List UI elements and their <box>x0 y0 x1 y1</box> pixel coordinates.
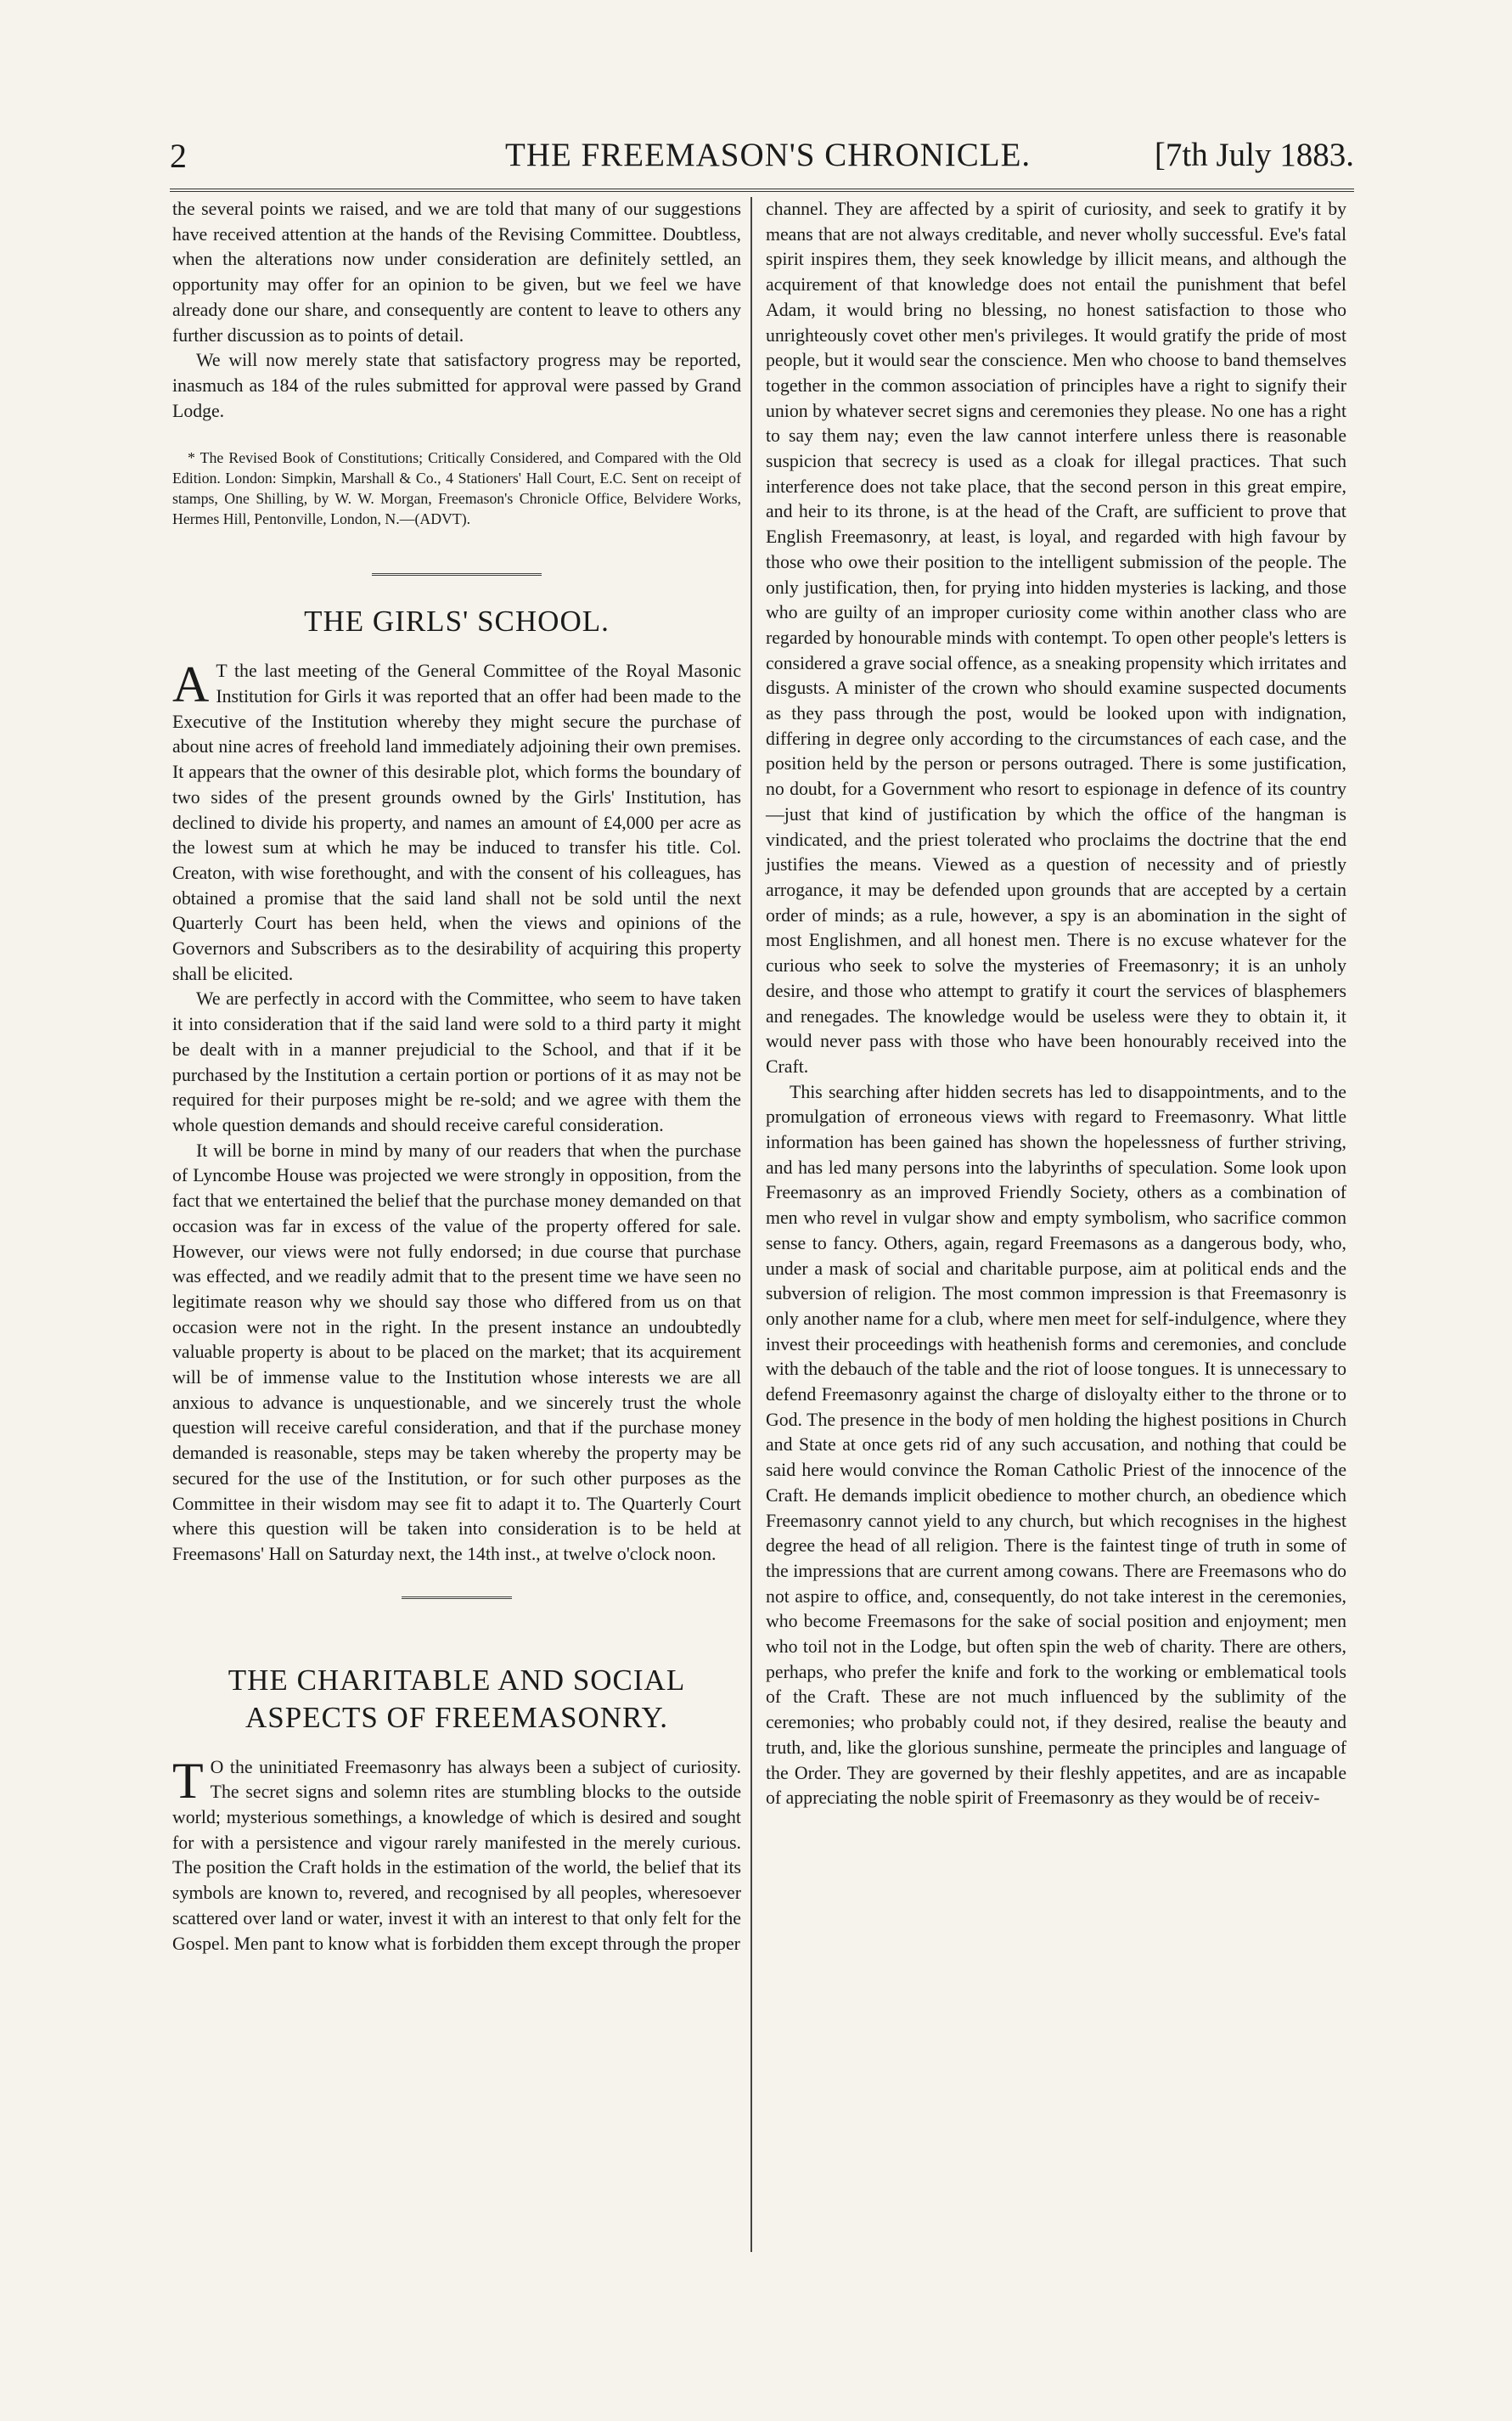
charitable-aspects-heading <box>172 1662 741 1737</box>
charitable-paragraph-1-text: O the uninitiated Freemasonry has always been a subject of curiosity. The secret signs and solemn rites are stumbling blocks to the outside world; mysterious somethings, a knowledge of which is desired and sought for with a persistence and vigour rarely manifested in the merely curious. The position the Craft holds in the estimation of the world, the belief that its symbols are known to, revered, and recognised by all peoples, wheresoever scattered over land or water, invest it with an interest to that only felt for the Gospel. Men pant to know what is forbidden them except through the proper <box>172 1756 741 1954</box>
masthead-rule <box>170 189 1354 194</box>
charitable-paragraph-1 <box>172 1752 741 1957</box>
girls-school-paragraph-3: It will be borne in mind by many of our readers that when the purchase of Lyncombe House was projected we were strongly in opposition, from the fact that we entertained the belief that the purchase money demanded on that occasion was far in excess of the value of the property offered for sale. However, our views were not fully endorsed; in due course that purchase was effected, and we readily admit that to the present time we have seen no legitimate reason why we should say those who differed from us on that occasion were not in the right. In the present instance an undoubtedly valuable property is about to be placed on the market; that its acquirement will be of immense value to the Institution whose interests we are all anxious to advance is unquestionable, and we sincerely trust the whole question will receive careful consideration, and that if the purchase money demanded is reasonable, steps may be taken whereby the property may be secured for the use of the Institution, or for such other purposes as the Committee in their wisdom may see fit to adapt it to. The Quarterly Court where this question will be taken into consideration is to be held at Freemasons' Hall on Saturday next, the 14th inst., at twelve o'clock noon. <box>172 1140 741 1564</box>
girls-school-paragraph-1-text: T the last meeting of the General Committee of the Royal Masonic Institution for Girls it was reported that an offer had been made to the Executive of the Institution whereby they might secure the purchase of about nine acres of freehold land immediately adjoining their own premises. It appears that the owner of this desirable plot, which forms the boundary of two sides of the present grounds owned by the Girls' Institution, has declined to divide his property, and names an amount of £4,000 per acre as the lowest sum at which he may be induced to transfer his title. Col. Creaton, with wise forethought, and with the consent of his colleagues, has obtained a promise that the said land shall not be sold until the next Quarterly Court has been held, when the views and opinions of the Governors and Subscribers as to the desirability of acquiring this property shall be elicited. <box>172 661 741 984</box>
girls-school-paragraph-1 <box>172 656 741 987</box>
girls-school-paragraph-2: We are perfectly in accord with the Committee, who seem to have taken it into consideration that if the said land were sold to a third party it might be dealt with in a manner prejudicial to the School, and that if it be purchased by the Institution a certain portion or portions of it as may not be required for their purposes might be re-sold; and we agree with them the whole question demands and should receive careful consideration. <box>172 988 741 1135</box>
section-rule <box>372 573 542 577</box>
heading-line-1: THE CHARITABLE AND SOCIAL <box>228 1663 686 1697</box>
intro-paragraph-1: the several points we raised, and we are told that many of our suggestions have received attention at the hands of the Revising Committee. Doubtless, when the alterations now under consideration are definitely settled, an opportunity may offer for an opinion to be given, but we feel we have already done our share, and consequently are content to leave to others any further discussion as to points of detail. <box>172 199 741 346</box>
drop-cap-t: T <box>172 1752 204 1809</box>
right-column <box>766 197 1346 1811</box>
girls-school-heading: THE GIRLS' SCHOOL. <box>304 605 610 639</box>
page-number: 2 <box>170 137 187 175</box>
intro-paragraph-2: We will now merely state that satisfactory progress may be reported, inasmuch as 184 of the rules submitted for approval were passed by Grand Lodge. <box>172 350 741 421</box>
section-rule <box>402 1596 512 1601</box>
masthead <box>170 134 1354 189</box>
issue-date: [7th July 1883. <box>1154 137 1354 173</box>
continued-paragraph-1: channel. They are affected by a spirit of curiosity, and seek to gratify it by means that are not always creditable, and never wholly successful. Eve's fatal spirit inspires them, they seek knowledge by illicit means, and although the acquirement of that knowledge does not entail the punishment that befel Adam, it would bring no blessing, no honest satisfaction to those who unrighteously covet other men's privileges. It would gratify the pride of most people, but it would sear the conscience. Men who choose to band themselves together in the common association of principles have a right to signify their union by whatever secret signs and ceremonies they please. No one has a right to say them nay; even the law cannot interfere unless there is reasonable suspicion that secrecy is used as a cloak for illegal practices. That such interference does not take place, that the second person in this great empire, and heir to its throne, is at the head of the Craft, are sufficient to prove that English Freemasonry, at least, is loyal, and regarded with high favour by those who owe their position to the intelligent submission of the people. The only justification, then, for prying into hidden mysteries is lacking, and those who are guilty of an improper curiosity come within another class who are regarded by honourable minds with contempt. To open other people's letters is considered a grave social offence, as a sneaking propensity which irritates and disgusts. A minister of the crown who should examine suspected documents as they pass through the post, would be looked upon with indignation, differing in degree only according to the circumstances of each case, and the position held by the person or persons outraged. There is some justification, no doubt, for a Government who resort to espionage in defence of its country—just that kind of justification by which the office of the hangman is vindicated, and the priest tolerated who proclaims the doctrine that the end justifies the means. Viewed as a question of necessity and of priestly arrogance, it may be defended upon grounds that are accepted by a certain order of minds; as a rule, however, a spy is an abomination in the sight of most Englishmen, and all honest men. There is no excuse whatever for the curious who seek to solve the mysteries of Freemasonry; it is an unholy desire, and those who attempt to gratify it court the services of blasphemers and renegades. The knowledge would be useless were they to obtain it, it would never pass with those who have been honourably received into the Craft. <box>766 199 1346 1077</box>
drop-cap-a: A <box>172 656 210 713</box>
advertisement-footnote: * The Revised Book of Constitutions; Critically Considered, and Compared with the Old Edition. London: Simpkin, Marshall & Co., 4 Stationers' Hall Court, E.C. Sent on receipt of stamps, One Shilling, by W. W. Morgan, Freemason's Chronicle Office, Belvidere Works, Hermes Hill, Pentonville, London, N.—(ADVT). <box>172 449 741 528</box>
newspaper-title: THE FREEMASON'S CHRONICLE. <box>505 137 1031 173</box>
column-divider <box>750 197 752 2252</box>
continued-paragraph-2: This searching after hidden secrets has led to disappointments, and to the promulgation of erroneous views with regard to Freemasonry. What little information has been gained has shown the hopelessness of further striving, and has led many persons into the labyrinths of speculation. Some look upon Freemasonry as an improved Friendly Society, others as a combination of men who revel in vulgar show and empty symbolism, who sacrifice common sense to fancy. Others, again, regard Freemasons as a dangerous body, who, under a mask of social and charitable purpose, aim at political ends and the subversion of religion. The most common impression is that Freemasonry is only another name for a club, where men meet for self-indulgence, where they invest their proceedings with heathenish forms and ceremonies, and conclude with the debauch of the table and the riot of loose tongues. It is unnecessary to defend Freemasonry against the charge of disloyalty either to the throne or to God. The presence in the body of men holding the highest positions in Church and State at once gets rid of any such accusation, and nothing that could be said here would convince the Roman Catholic Priest of the innocence of the Craft. He demands implicit obedience to mother church, an obedience which Freemasonry cannot yield to any church, but which recognises in the highest degree the head of all religion. There is the faintest tinge of truth in some of the impressions that are current among cowans. There are Freemasons who do not aspire to office, and, consequently, do not take interest in the ceremonies, who become Freemasons for the sake of social position and enjoyment; men who toil not in the Lodge, but often spin the web of charity. There are others, perhaps, who prefer the knife and fork to the working or emblematical tools of the Craft. These are not much influenced by the sublimity of the ceremonies; who probably could not, if they desired, realise the beauty and truth, and, like the glorious sunshine, permeate the principles and language of the Order. They are governed by their fleshly appetites, and are as incapable of appreciating the noble spirit of Freemasonry as they would be of receiv- <box>766 1081 1346 1809</box>
heading-line-2: ASPECTS OF FREEMASONRY. <box>245 1700 668 1734</box>
left-column <box>172 197 741 1957</box>
